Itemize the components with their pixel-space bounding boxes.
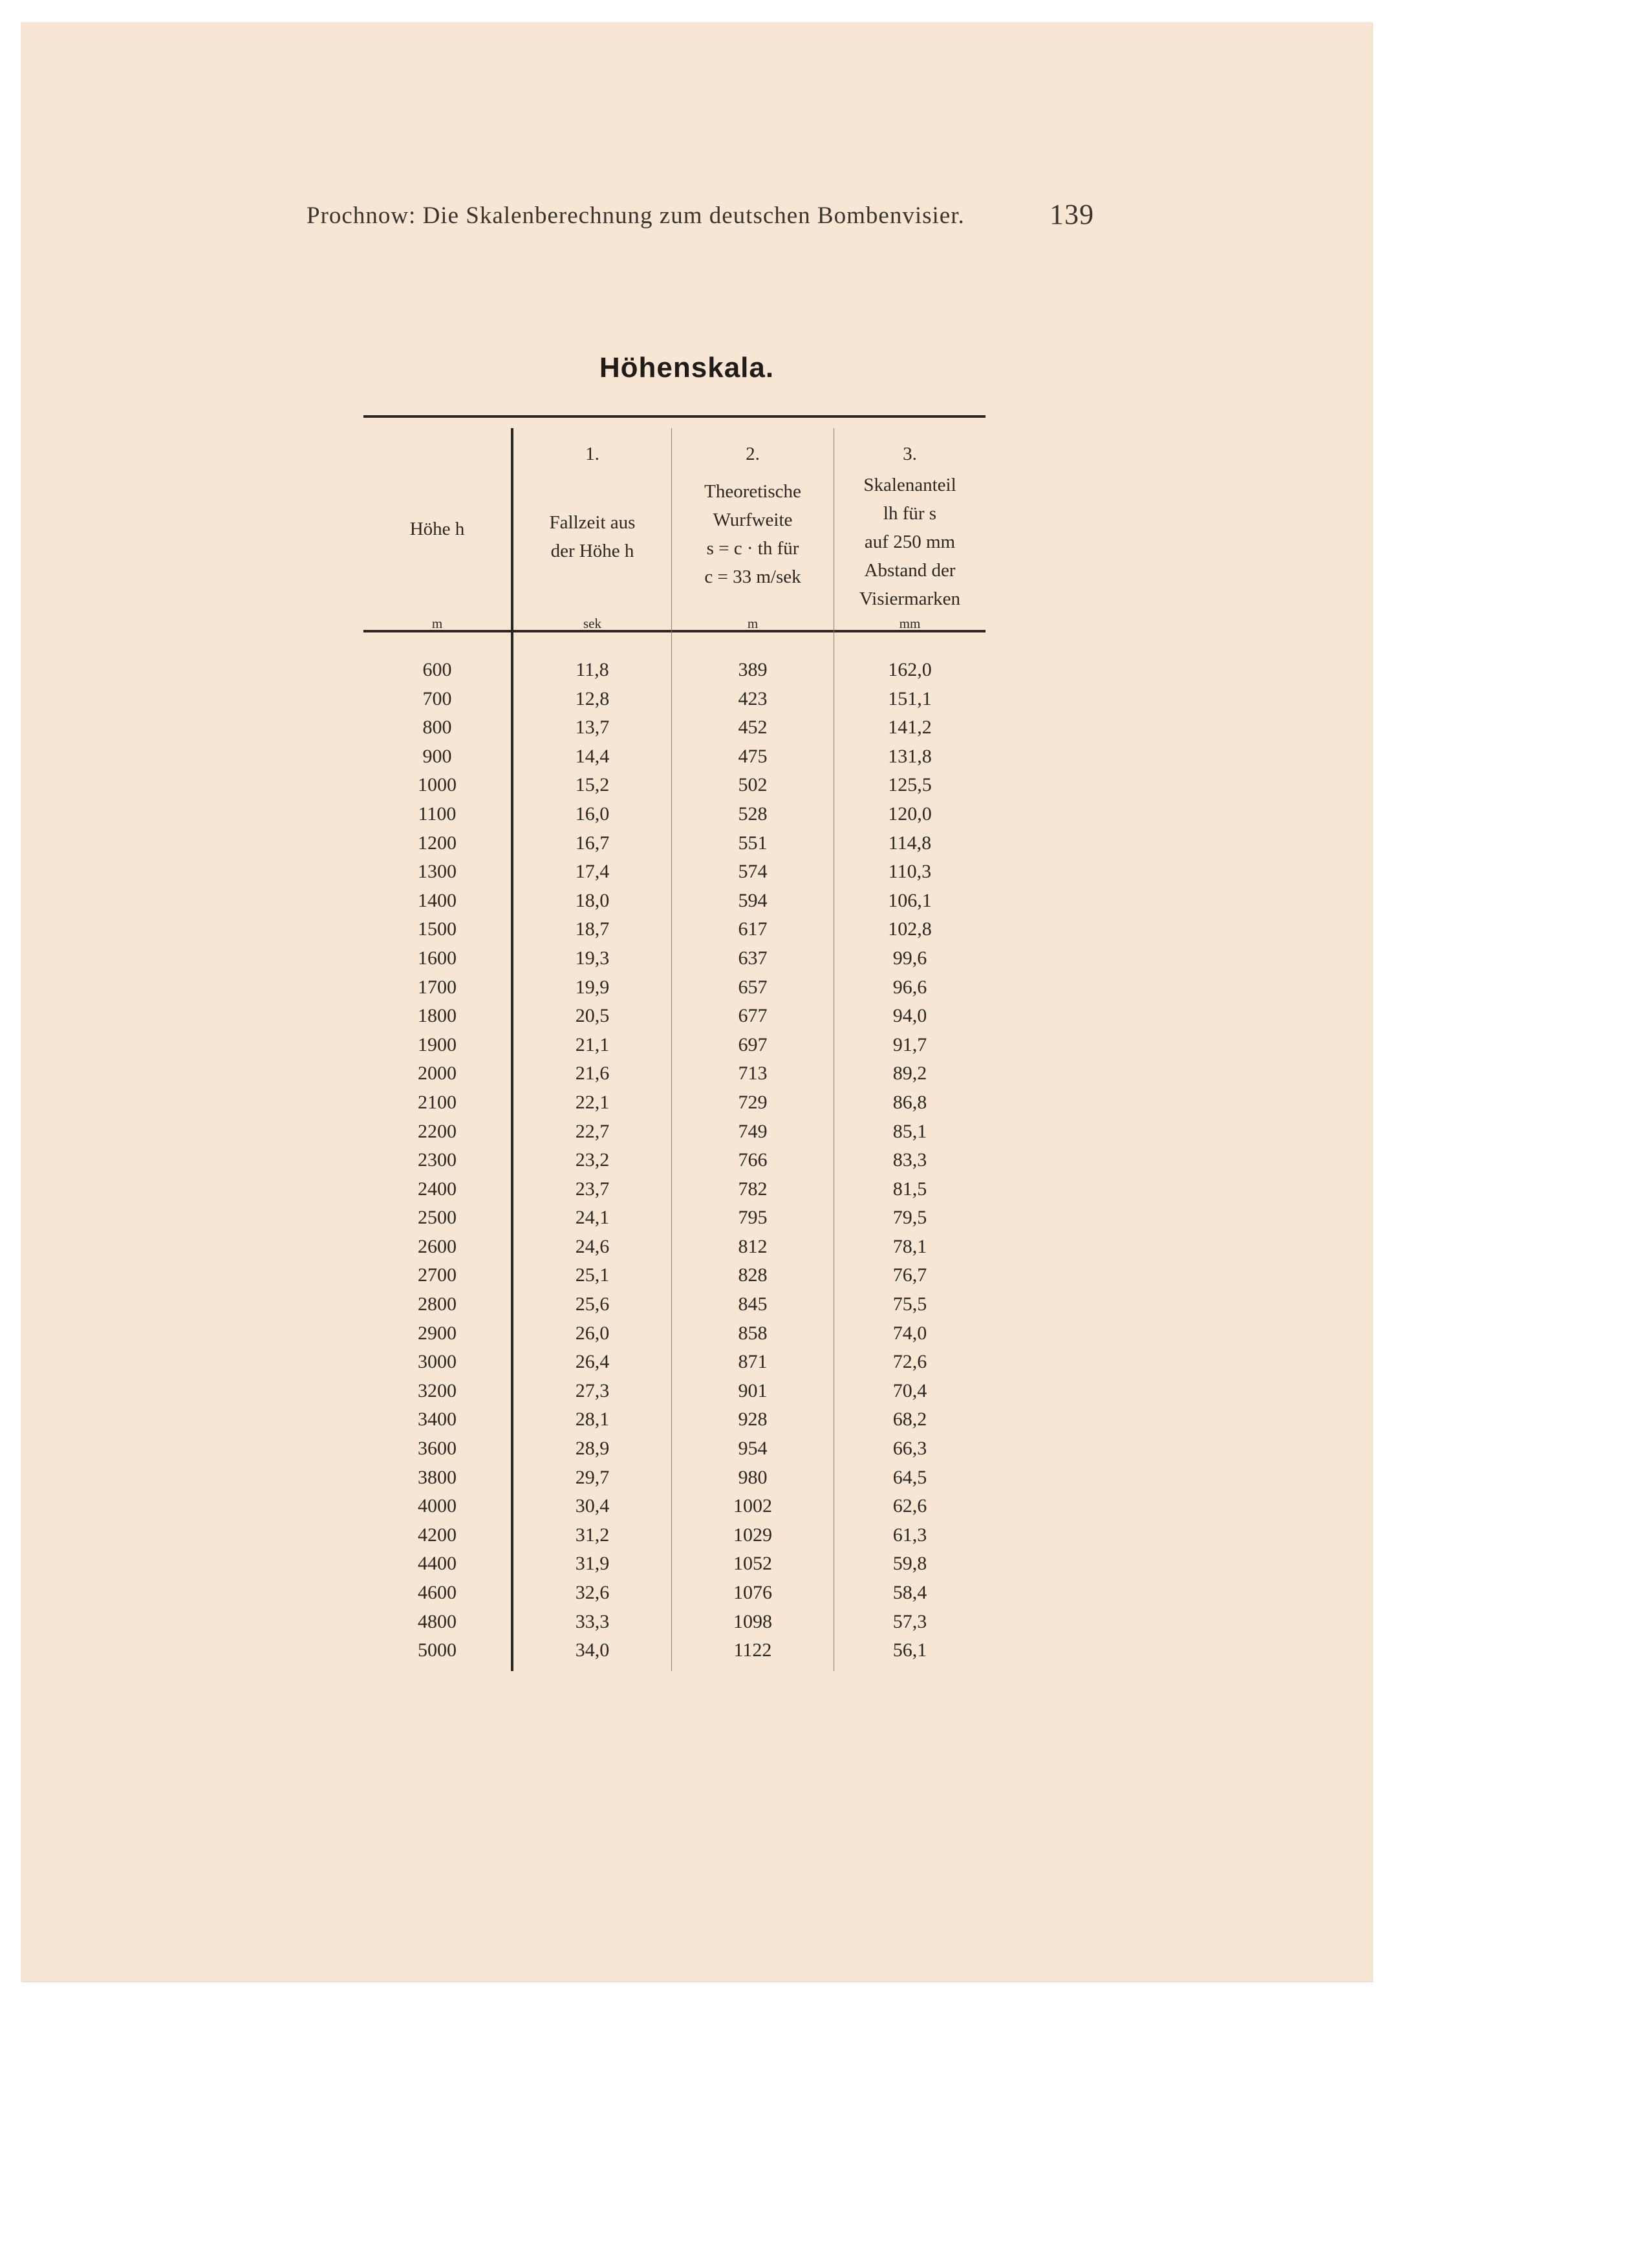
table-row [363, 1377, 986, 1406]
table-cell: 637 [738, 947, 768, 969]
table-row [363, 1146, 986, 1175]
table-cell: 19,9 [575, 976, 610, 998]
table-cell: 74,0 [892, 1322, 927, 1344]
table-cell: 1029 [733, 1524, 772, 1546]
column-description-line: Fallzeit aus [549, 512, 636, 533]
table-row [363, 1002, 986, 1031]
table-row [363, 713, 986, 742]
column-description-line: Höhe h [409, 519, 465, 539]
table-cell: 1076 [733, 1582, 772, 1603]
table-cell: 1100 [418, 803, 457, 825]
table-cell: 1500 [418, 918, 457, 940]
table-cell: 99,6 [892, 947, 927, 969]
table-cell: 594 [738, 889, 768, 911]
column-description-line: Wurfweite [713, 510, 793, 530]
table-row [363, 1261, 986, 1290]
table-cell: 13,7 [575, 717, 610, 739]
table-cell: 1122 [733, 1639, 772, 1661]
table-cell: 3600 [418, 1438, 457, 1460]
table-cell: 1700 [418, 976, 457, 998]
table-row [363, 915, 986, 944]
table-row [363, 829, 986, 858]
table-row [363, 1636, 986, 1665]
table-row [363, 1463, 986, 1493]
table-cell: 452 [738, 717, 768, 739]
table-cell: 551 [738, 832, 768, 854]
table-row [363, 771, 986, 800]
table-cell: 62,6 [892, 1495, 927, 1517]
column-description-line: auf 250 mm [864, 532, 956, 552]
table-cell: 26,4 [575, 1351, 610, 1373]
table-cell: 24,1 [575, 1207, 610, 1229]
table-cell: 59,8 [892, 1553, 927, 1575]
table-row [363, 685, 986, 714]
table-cell: 700 [422, 687, 452, 709]
table-cell: 131,8 [888, 745, 932, 767]
table-cell: 141,2 [888, 717, 932, 739]
table-cell: 22,7 [575, 1120, 610, 1142]
table-cell: 56,1 [892, 1639, 927, 1661]
table-cell: 2200 [418, 1120, 457, 1142]
table-cell: 58,4 [892, 1582, 927, 1603]
column-header [363, 418, 511, 630]
table-cell: 33,3 [575, 1610, 610, 1632]
table-cell: 713 [738, 1063, 768, 1085]
table-row [363, 1118, 986, 1147]
table-cell: 114,8 [888, 832, 932, 854]
column-description [513, 508, 671, 565]
column-header [672, 418, 834, 630]
table-cell: 91,7 [892, 1033, 927, 1055]
table-cell: 2900 [418, 1322, 457, 1344]
table-cell: 828 [738, 1264, 768, 1286]
table-cell: 1600 [418, 947, 457, 969]
table-cell: 528 [738, 803, 768, 825]
table-row [363, 1319, 986, 1348]
table-cell: 66,3 [892, 1438, 927, 1460]
table-cell: 389 [738, 659, 768, 680]
table-cell: 85,1 [892, 1120, 927, 1142]
table-cell: 102,8 [888, 918, 932, 940]
table-cell: 94,0 [892, 1005, 927, 1027]
table-cell: 871 [738, 1351, 768, 1373]
table-row [363, 1405, 986, 1434]
column-number: 3. [903, 444, 917, 464]
table-cell: 34,0 [575, 1639, 610, 1661]
table-cell: 70,4 [892, 1379, 927, 1401]
column-description [672, 477, 834, 591]
table-cell: 1300 [418, 861, 457, 883]
table-cell: 617 [738, 918, 768, 940]
table-cell: 782 [738, 1178, 768, 1200]
paper-sheet [21, 22, 1372, 1982]
table-cell: 23,2 [575, 1149, 610, 1171]
table-cell: 17,4 [575, 861, 610, 883]
table-cell: 1098 [733, 1610, 772, 1632]
table-cell: 2400 [418, 1178, 457, 1200]
table-cell: 68,2 [892, 1409, 927, 1431]
table-cell: 574 [738, 861, 768, 883]
table-cell: 61,3 [892, 1524, 927, 1546]
table-cell: 4600 [418, 1582, 457, 1603]
column-unit: m [431, 616, 443, 631]
column-description-line: s = c · th für [706, 538, 799, 559]
table-cell: 502 [738, 774, 768, 796]
table-cell: 106,1 [888, 889, 932, 911]
table-cell: 2500 [418, 1207, 457, 1229]
table-cell: 26,0 [575, 1322, 610, 1344]
table-row [363, 742, 986, 772]
table-cell: 110,3 [888, 861, 932, 883]
table-cell: 423 [738, 687, 768, 709]
table-cell: 31,9 [575, 1553, 610, 1575]
table-cell: 795 [738, 1207, 768, 1229]
table-cell: 30,4 [575, 1495, 610, 1517]
table-cell: 2600 [418, 1235, 457, 1257]
table-cell: 79,5 [892, 1207, 927, 1229]
table-cell: 900 [422, 745, 452, 767]
table-cell: 31,2 [575, 1524, 610, 1546]
table-row [363, 1088, 986, 1118]
table-row [363, 1492, 986, 1521]
table-cell: 901 [738, 1379, 768, 1401]
table-cell: 16,0 [575, 803, 610, 825]
table-cell: 2100 [418, 1091, 457, 1113]
table-cell: 15,2 [575, 774, 610, 796]
table-cell: 729 [738, 1091, 768, 1113]
table-cell: 1800 [418, 1005, 457, 1027]
table-cell: 11,8 [576, 659, 609, 680]
table-cell: 28,9 [575, 1438, 610, 1460]
table-row [363, 656, 986, 685]
height-scale-table [363, 410, 986, 1671]
table-cell: 19,3 [575, 947, 610, 969]
table-cell: 3800 [418, 1466, 457, 1488]
table-row [363, 887, 986, 916]
table-row [363, 944, 986, 973]
table-cell: 21,1 [575, 1033, 610, 1055]
table-title: Höhenskala. [599, 352, 775, 383]
table-cell: 81,5 [892, 1178, 927, 1200]
table-cell: 1400 [418, 889, 457, 911]
table-cell: 4200 [418, 1524, 457, 1546]
table-cell: 28,1 [575, 1409, 610, 1431]
table-cell: 16,7 [575, 832, 610, 854]
table-row [363, 1348, 986, 1377]
table-row [363, 1175, 986, 1204]
column-description-line: Skalenanteil [863, 475, 956, 495]
column-description [363, 515, 511, 543]
table-cell: 3000 [418, 1351, 457, 1373]
table-cell: 1052 [733, 1553, 772, 1575]
table-cell: 57,3 [892, 1610, 927, 1632]
table-cell: 14,4 [575, 745, 610, 767]
table-cell: 677 [738, 1005, 768, 1027]
table-row [363, 973, 986, 1002]
column-description-line: Abstand der [864, 560, 956, 581]
table-cell: 2700 [418, 1264, 457, 1286]
column-header [834, 418, 986, 630]
table-cell: 2300 [418, 1149, 457, 1171]
table-cell: 125,5 [888, 774, 932, 796]
table-row [363, 1059, 986, 1088]
table-cell: 1200 [418, 832, 457, 854]
table-cell: 845 [738, 1293, 768, 1315]
table-cell: 89,2 [892, 1063, 927, 1085]
table-cell: 151,1 [888, 687, 932, 709]
table-cell: 1002 [733, 1495, 772, 1517]
running-head [253, 188, 1094, 239]
table-row [363, 858, 986, 887]
table-cell: 78,1 [892, 1235, 927, 1257]
table-cell: 72,6 [892, 1351, 927, 1373]
column-description-line: Visiermarken [859, 589, 961, 609]
table-cell: 32,6 [575, 1582, 610, 1603]
table-row [363, 1031, 986, 1060]
table-row [363, 800, 986, 829]
column-description [834, 471, 986, 613]
table-body [363, 656, 986, 1665]
column-unit: mm [899, 616, 921, 631]
table-row [363, 1579, 986, 1608]
table-cell: 21,6 [575, 1063, 610, 1085]
table-cell: 928 [738, 1409, 768, 1431]
table-cell: 3400 [418, 1409, 457, 1431]
table-cell: 766 [738, 1149, 768, 1171]
table-cell: 64,5 [892, 1466, 927, 1488]
table-cell: 27,3 [575, 1379, 610, 1401]
table-cell: 18,0 [575, 889, 610, 911]
table-cell: 5000 [418, 1639, 457, 1661]
table-cell: 25,6 [575, 1293, 610, 1315]
table-cell: 86,8 [892, 1091, 927, 1113]
table-cell: 3200 [418, 1379, 457, 1401]
table-cell: 749 [738, 1120, 768, 1142]
column-description-line: c = 33 m/sek [704, 567, 801, 587]
table-cell: 4400 [418, 1553, 457, 1575]
table-cell: 23,7 [575, 1178, 610, 1200]
table-row [363, 1521, 986, 1550]
column-header [513, 418, 671, 630]
table-cell: 800 [422, 717, 452, 739]
table-cell: 1000 [418, 774, 457, 796]
table-cell: 96,6 [892, 976, 927, 998]
table-cell: 24,6 [575, 1235, 610, 1257]
table-cell: 954 [738, 1438, 768, 1460]
column-description-line: der Höhe h [550, 541, 634, 561]
page-number: 139 [1050, 199, 1094, 230]
table-row [363, 1434, 986, 1463]
table-cell: 4800 [418, 1610, 457, 1632]
table-cell: 475 [738, 745, 768, 767]
table-cell: 76,7 [892, 1264, 927, 1286]
running-head-title: Prochnow: Die Skalenberechnung zum deutschen Bombenvisier. [307, 202, 965, 229]
table-row [363, 1550, 986, 1579]
table-cell: 162,0 [888, 659, 932, 680]
table-cell: 600 [422, 659, 452, 680]
column-number: 2. [746, 444, 760, 464]
table-cell: 2800 [418, 1293, 457, 1315]
table-cell: 4000 [418, 1495, 457, 1517]
table-cell: 25,1 [575, 1264, 610, 1286]
table-cell: 697 [738, 1033, 768, 1055]
table-row [363, 1608, 986, 1637]
table-cell: 18,7 [575, 918, 610, 940]
column-number: 1. [585, 444, 599, 464]
table-cell: 83,3 [892, 1149, 927, 1171]
table-cell: 20,5 [575, 1005, 610, 1027]
table-cell: 120,0 [888, 803, 932, 825]
column-unit: m [747, 616, 759, 631]
column-unit: sek [583, 616, 601, 631]
table-row [363, 1233, 986, 1262]
table-cell: 980 [738, 1466, 768, 1488]
table-cell: 75,5 [892, 1293, 927, 1315]
table-cell: 858 [738, 1322, 768, 1344]
table-row [363, 1204, 986, 1233]
table-cell: 1900 [418, 1033, 457, 1055]
table-cell: 812 [738, 1235, 768, 1257]
table-cell: 2000 [418, 1063, 457, 1085]
table-cell: 29,7 [575, 1466, 610, 1488]
table-row [363, 1290, 986, 1319]
column-description-line: Theoretische [704, 481, 801, 502]
table-cell: 12,8 [575, 687, 610, 709]
table-cell: 22,1 [575, 1091, 610, 1113]
column-description-line: lh für s [883, 503, 937, 524]
table-cell: 657 [738, 976, 768, 998]
